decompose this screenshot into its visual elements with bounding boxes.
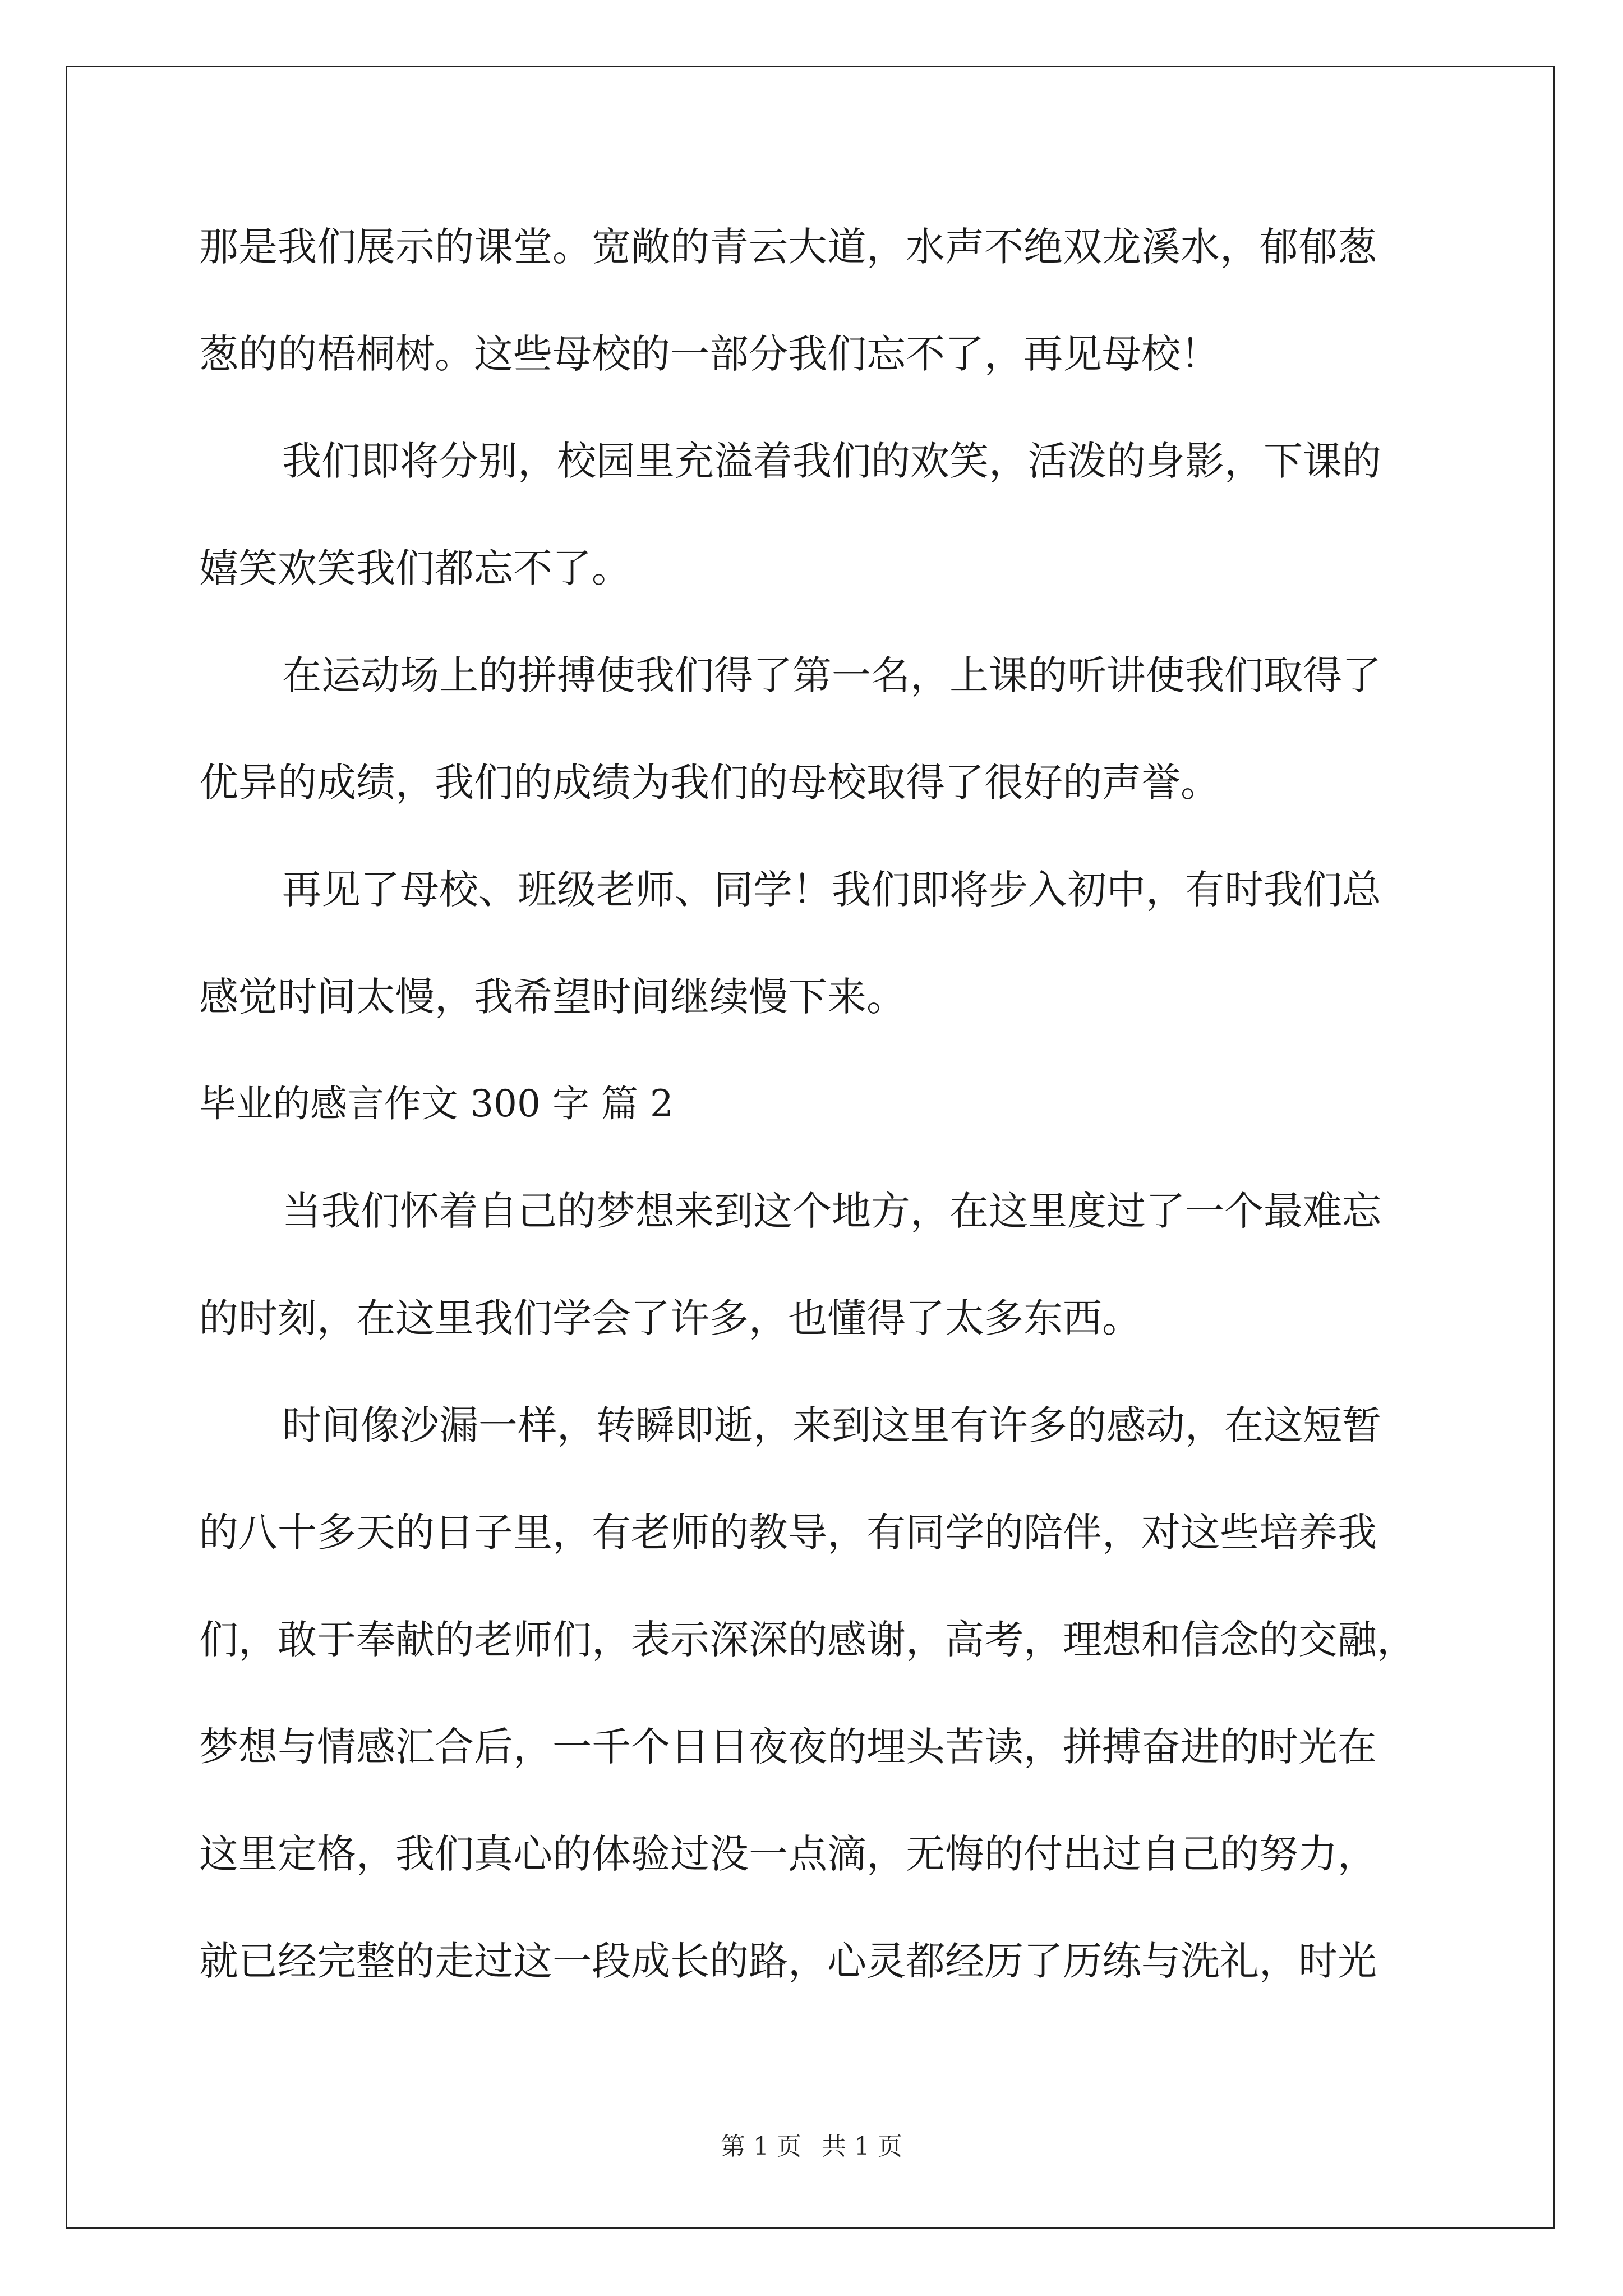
text-line: 梦想与情感汇合后，一千个日日夜夜的埋头苦读，拼搏奋进的时光在	[199, 1724, 1377, 1770]
section-heading: 毕业的感言作文 300 字 篇 2	[199, 1082, 674, 1125]
text-line: 优异的成绩，我们的成绩为我们的母校取得了很好的声誉。	[199, 760, 1220, 806]
text-line: 那是我们展示的课堂。宽敞的青云大道，水声不绝双龙溪水，郁郁葱	[199, 224, 1377, 270]
paragraph-start-line: 再见了母校、班级老师、同学！我们即将步入初中，有时我们总	[282, 867, 1381, 913]
text-line: 的八十多天的日子里，有老师的教导，有同学的陪伴，对这些培养我	[199, 1510, 1377, 1556]
text-line: 感觉时间太慢，我希望时间继续慢下来。	[199, 974, 906, 1020]
paragraph-start-line: 我们即将分别，校园里充溢着我们的欢笑，活泼的身影，下课的	[282, 438, 1381, 484]
text-line: 葱的的梧桐树。这些母校的一部分我们忘不了，再见母校！	[199, 331, 1220, 377]
text-line: 嬉笑欢笑我们都忘不了。	[199, 545, 631, 591]
text-line: 们，敢于奉献的老师们，表示深深的感谢，高考，理想和信念的交融，	[199, 1617, 1416, 1663]
page-footer	[0, 2126, 1623, 2162]
paragraph-start-line: 在运动场上的拼搏使我们得了第一名，上课的听讲使我们取得了	[282, 652, 1381, 698]
text-line: 的时刻，在这里我们学会了许多，也懂得了太多东西。	[199, 1295, 1141, 1341]
total-pages: 共 1 页	[822, 2132, 902, 2161]
paragraph-start-line: 当我们怀着自己的梦想来到这个地方，在这里度过了一个最难忘	[282, 1188, 1381, 1234]
paragraph-start-line: 时间像沙漏一样，转瞬即逝，来到这里有许多的感动，在这短暂	[282, 1402, 1381, 1448]
document-body	[199, 208, 1433, 2029]
page-number: 第 1 页	[721, 2132, 801, 2161]
text-line: 就已经完整的走过这一段成长的路，心灵都经历了历练与洗礼，时光	[199, 1938, 1377, 1984]
text-line: 这里定格，我们真心的体验过没一点滴，无悔的付出过自己的努力，	[199, 1831, 1377, 1877]
